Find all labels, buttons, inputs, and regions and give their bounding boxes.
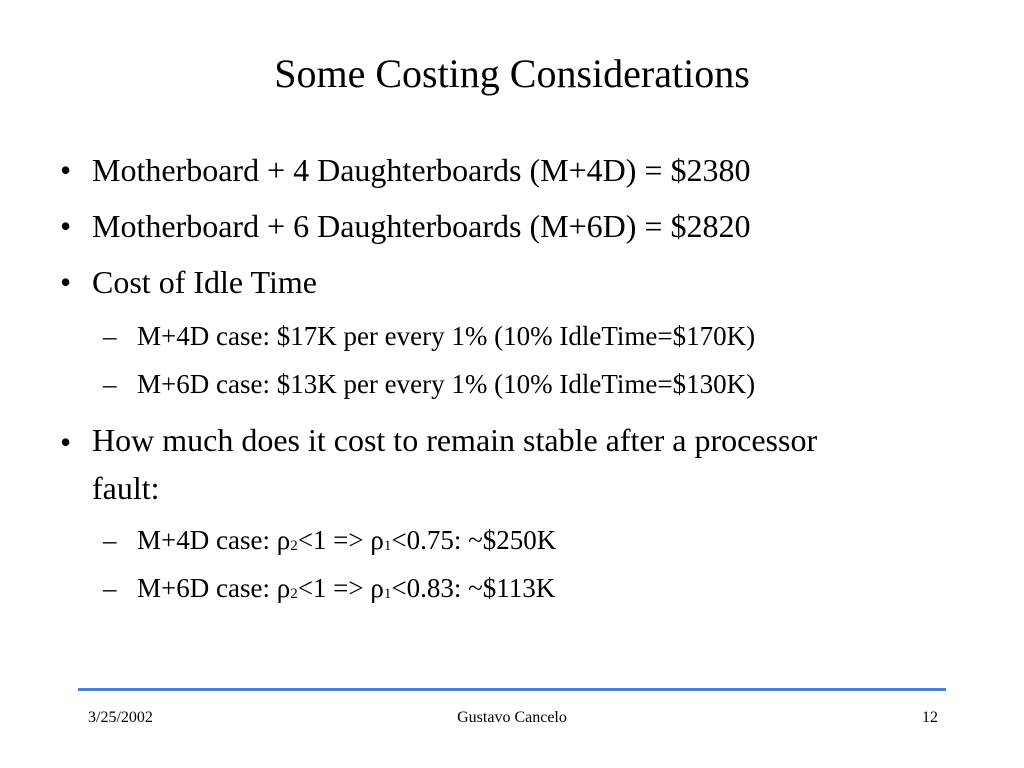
bullet-marker: • bbox=[60, 208, 72, 244]
case-label: M+4D case: bbox=[137, 525, 277, 555]
page-number: 12 bbox=[922, 709, 938, 726]
cost-text: <0.75: ~$250K bbox=[391, 525, 557, 555]
bullet-marker: • bbox=[60, 424, 72, 460]
footer-divider bbox=[78, 688, 946, 691]
rho-symbol: ρ bbox=[370, 573, 384, 603]
footer-date: 3/25/2002 bbox=[88, 709, 153, 726]
bullet-text: Cost of Idle Time bbox=[92, 264, 317, 300]
bullet-marker: • bbox=[60, 152, 72, 188]
rho-symbol: ρ bbox=[276, 573, 291, 603]
sub-bullet-marker: – bbox=[103, 321, 117, 351]
rho-subscript: 1 bbox=[383, 538, 392, 554]
sub-bullet-marker: – bbox=[103, 573, 117, 603]
sub-bullet-text bbox=[137, 520, 556, 565]
footer-author: Gustavo Cancelo bbox=[457, 709, 567, 726]
sub-bullet-text bbox=[137, 568, 555, 613]
bullet-text: How much does it cost to remain stable after a processor fault: bbox=[92, 422, 818, 506]
bullet-marker: • bbox=[60, 264, 72, 300]
slide-title: Some Costing Considerations bbox=[274, 51, 750, 96]
rho-symbol: ρ bbox=[276, 525, 291, 555]
sub-bullet-marker: – bbox=[103, 369, 117, 399]
rho-subscript: 2 bbox=[290, 586, 298, 602]
sub-bullet-text: M+6D case: $13K per every 1% (10% IdleTime=$130K) bbox=[137, 369, 756, 399]
rho-symbol: ρ bbox=[370, 525, 384, 555]
sub-bullet-text: M+4D case: $17K per every 1% (10% IdleTime=$170K) bbox=[137, 321, 756, 351]
bullet-text: Motherboard + 4 Daughterboards (M+4D) = $2380 bbox=[92, 152, 751, 188]
bullet-text: Motherboard + 6 Daughterboards (M+6D) = $2820 bbox=[92, 208, 751, 244]
case-label: M+6D case: bbox=[137, 573, 277, 603]
condition-text: <1 => bbox=[297, 573, 371, 603]
sub-bullet-marker: – bbox=[103, 525, 117, 555]
rho-subscript: 2 bbox=[290, 538, 298, 554]
condition-text: <1 => bbox=[297, 525, 371, 555]
rho-subscript: 1 bbox=[383, 586, 392, 602]
cost-text: <0.83: ~$113K bbox=[391, 573, 556, 603]
